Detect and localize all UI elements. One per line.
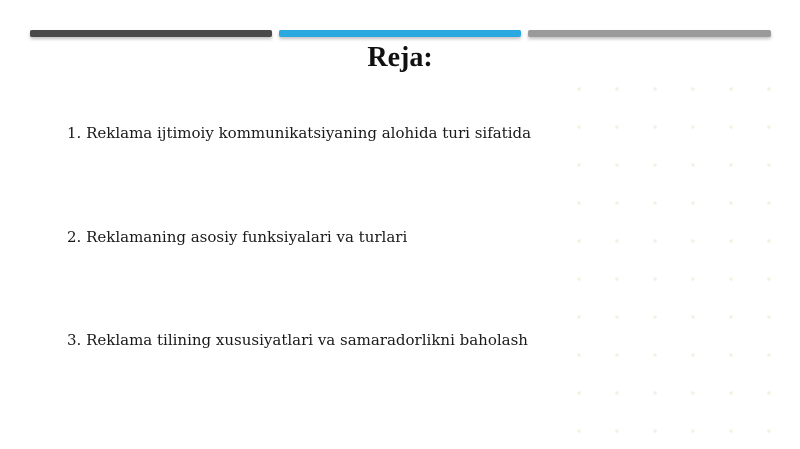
dot-pattern-background: [560, 70, 800, 449]
header-bar-left: [30, 30, 272, 37]
header-bar-middle: [279, 30, 521, 37]
plan-item-1: 1. Reklama ijtimoiy kommunikatsiyaning alohida turi sifatida: [67, 124, 532, 142]
plan-item-2: 2. Reklamaning asosiy funksiyalari va turlari: [67, 228, 408, 246]
slide-title: Reja:: [367, 42, 433, 73]
header-bar-right: [528, 30, 771, 37]
plan-item-3: 3. Reklama tilining xususiyatlari va samaradorlikni baholash: [67, 331, 528, 349]
